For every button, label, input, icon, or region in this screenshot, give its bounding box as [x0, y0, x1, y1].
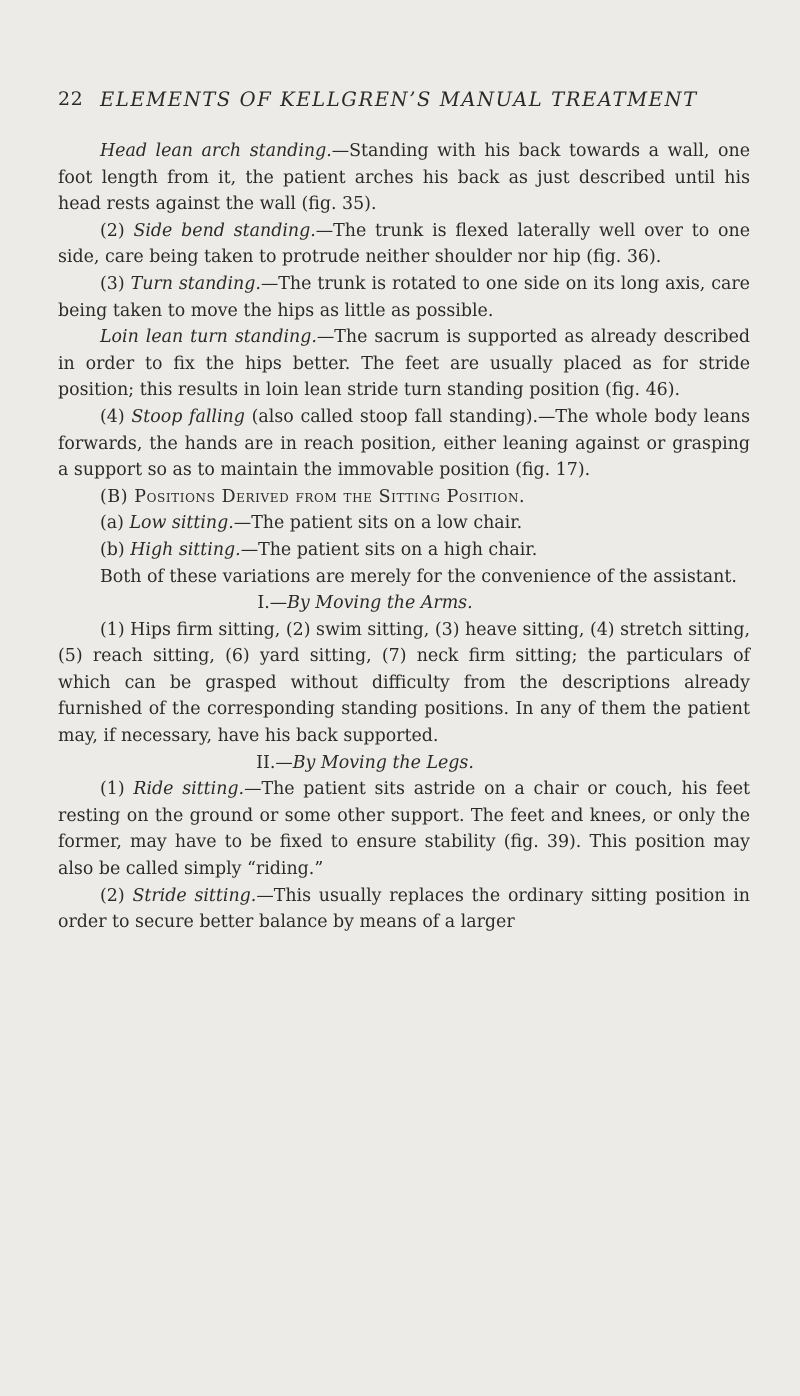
- paragraph-both-variations: Both of these variations are merely for the convenience of the assistant.: [100, 566, 737, 587]
- running-head: ELEMENTS OF KELLGREN’S MANUAL TREATMENT: [100, 88, 698, 111]
- term-side-bend-standing: Side bend standing.: [133, 220, 316, 241]
- paragraph-low-sitting: (a) Low sitting.—The patient sits on a low chair.: [100, 513, 523, 534]
- term-stride-sitting: Stride sitting.: [132, 885, 257, 906]
- page-header: [58, 88, 738, 118]
- body-text: [58, 138, 750, 936]
- term-high-sitting: High sitting.: [130, 539, 241, 560]
- paragraph-ride-sitting: (1) Ride sitting.—The patient sits astride on a chair or couch, his feet resting on the ground or some other support. The feet and knees, or only the former, may have to be fixed to ensure stability (fig. 39). This position may also be called simply “riding.”: [58, 779, 750, 880]
- term-turn-standing: Turn standing.: [130, 273, 261, 294]
- section-heading-sitting-positions: (B) Positions Derived from the Sitting Position.: [100, 486, 526, 507]
- paragraph-loin-lean-turn-standing: Loin lean turn standing.—The sacrum is supported as already described in order to fix the hips better. The feet are usually placed as for stride position; this results in loin lean stride turn standing position (fig. 46).: [58, 327, 750, 401]
- paragraph-arm-sitting-positions: (1) Hips firm sitting, (2) swim sitting, (3) heave sitting, (4) stretch sitting, (5) reach sitting, (6) yard sitting, (7) neck firm sitting; the particulars of which can be grasped without difficulty from the descriptions already furnished of the corresponding standing positions. In any of them the patient may, if necessary, have his back supported.: [58, 619, 750, 747]
- subheading-moving-legs: II.—By Moving the Legs.: [256, 752, 474, 773]
- paragraph-stride-sitting: (2) Stride sitting.—This usually replaces the ordinary sitting position in order to secure better balance by means of a larger: [58, 885, 750, 933]
- term-stoop-falling: Stoop falling: [131, 406, 245, 427]
- term-loin-lean-turn-standing: Loin lean turn standing.: [100, 327, 317, 348]
- subheading-moving-arms: I.—By Moving the Arms.: [257, 593, 473, 614]
- paragraph-high-sitting: (b) High sitting.—The patient sits on a high chair.: [100, 539, 538, 560]
- paragraph-head-lean-arch-standing: Head lean arch standing.—Standing with his back towards a wall, one foot length from it, the patient arches his back as just described until his head rests against the wall (fig. 35).: [58, 141, 750, 215]
- term-low-sitting: Low sitting.: [129, 513, 234, 534]
- page-number: 22: [58, 88, 84, 110]
- term-ride-sitting: Ride sitting.: [133, 779, 245, 800]
- paragraph-side-bend-standing: (2) Side bend standing.—The trunk is flexed laterally well over to one side, care being taken to protrude neither shoulder nor hip (fig. 36).: [58, 220, 750, 268]
- term-head-lean-arch-standing: Head lean arch standing.: [100, 141, 332, 161]
- paragraph-turn-standing: (3) Turn standing.—The trunk is rotated to one side on its long axis, care being taken to move the hips as little as possible.: [58, 273, 750, 321]
- paragraph-stoop-falling: (4) Stoop falling (also called stoop fall standing).—The whole body leans forwards, the hands are in reach position, either leaning against or grasping a support so as to maintain the immovable position (fig. 17).: [58, 406, 750, 481]
